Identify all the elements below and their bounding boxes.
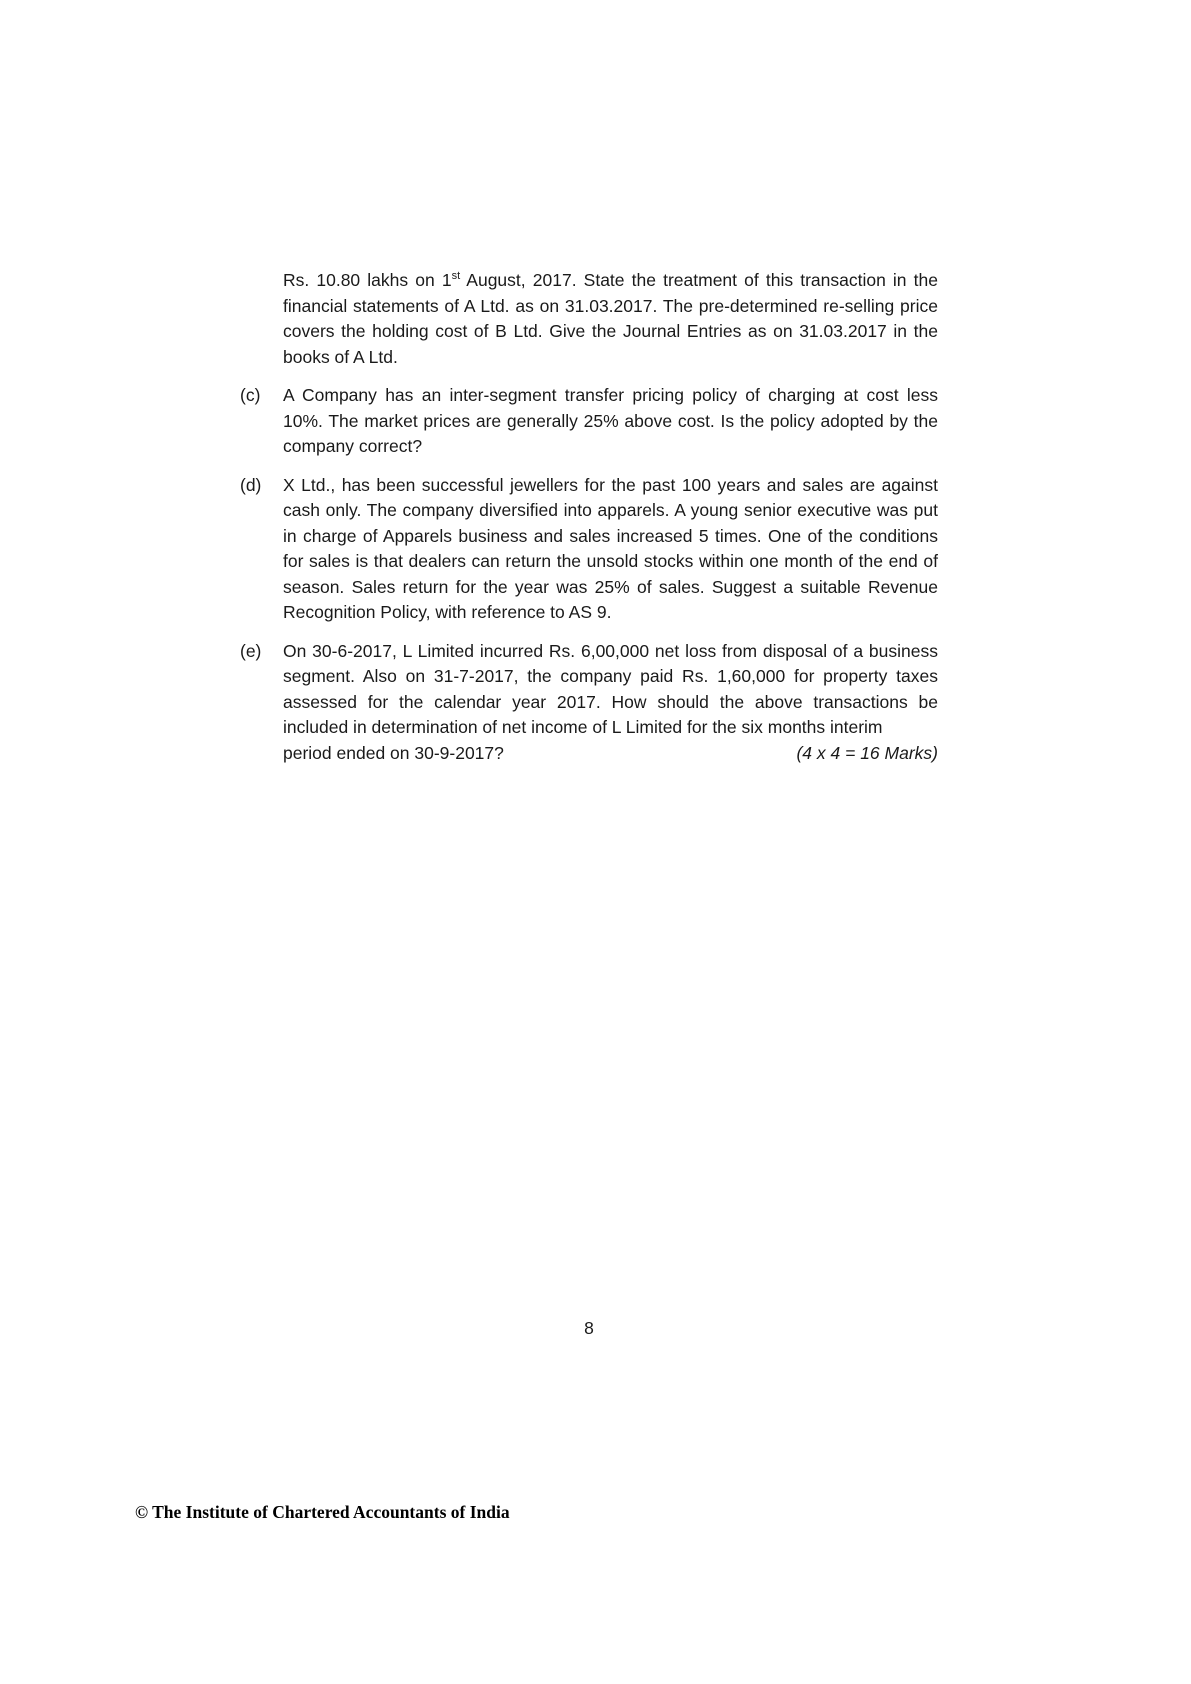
intro-text-part1: Rs. 10.80 lakhs on 1	[283, 270, 452, 290]
item-text-c: A Company has an inter-segment transfer pricing policy of charging at cost less 10%. The market prices are generally 25% above cost. Is the policy adopted by the company correct?	[283, 385, 938, 456]
ordinal-superscript: st	[451, 270, 461, 283]
item-body-d	[283, 473, 938, 626]
marks-annotation: (4 x 4 = 16 Marks)	[796, 742, 938, 763]
item-last-line-text: period ended on 30-9-2017?	[283, 742, 504, 763]
item-text-e: On 30-6-2017, L Limited incurred Rs. 6,00,000 net loss from disposal of a business segment. Also on 31-7-2017, the company paid Rs. 1,60,000 for property taxes assessed for the calendar year 2017. How should the above transactions be included in determination of net income of L Limited for the six months interim	[283, 640, 938, 737]
question-content	[240, 268, 938, 779]
question-item-e	[240, 639, 938, 767]
question-item-c	[240, 383, 938, 460]
copyright-footer: © The Institute of Chartered Accountants of India	[135, 1502, 510, 1522]
intro-text-part2: August, 2017. State the treatment of this transaction in the financial statements of A Ltd. as on 31.03.2017. The pre-determined re-selling price covers the holding cost of B Ltd. Give the Journal Entries as on 31.03.2017 in the books of A Ltd.	[283, 270, 938, 367]
item-body-e	[283, 639, 938, 767]
item-label-c: (c)	[240, 385, 261, 405]
question-continuation-paragraph	[283, 268, 938, 370]
item-last-line-e	[283, 741, 938, 767]
item-body-c	[283, 383, 938, 460]
item-label-d: (d)	[240, 474, 262, 495]
page-number: 8	[584, 1318, 594, 1338]
question-item-d	[240, 473, 938, 626]
item-text-d: X Ltd., has been successful jewellers for the past 100 years and sales are against cash only. The company diversified into apparels. A young senior executive was put in charge of Apparels business and sales increased 5 times. One of the conditions for sales is that dealers can return the unsold stocks within one month of the end of season. Sales return for the year was 25% of sales. Suggest a suitable Revenue Recognition Policy, with reference to AS 9.	[283, 474, 938, 622]
item-label-e: (e)	[240, 640, 262, 661]
